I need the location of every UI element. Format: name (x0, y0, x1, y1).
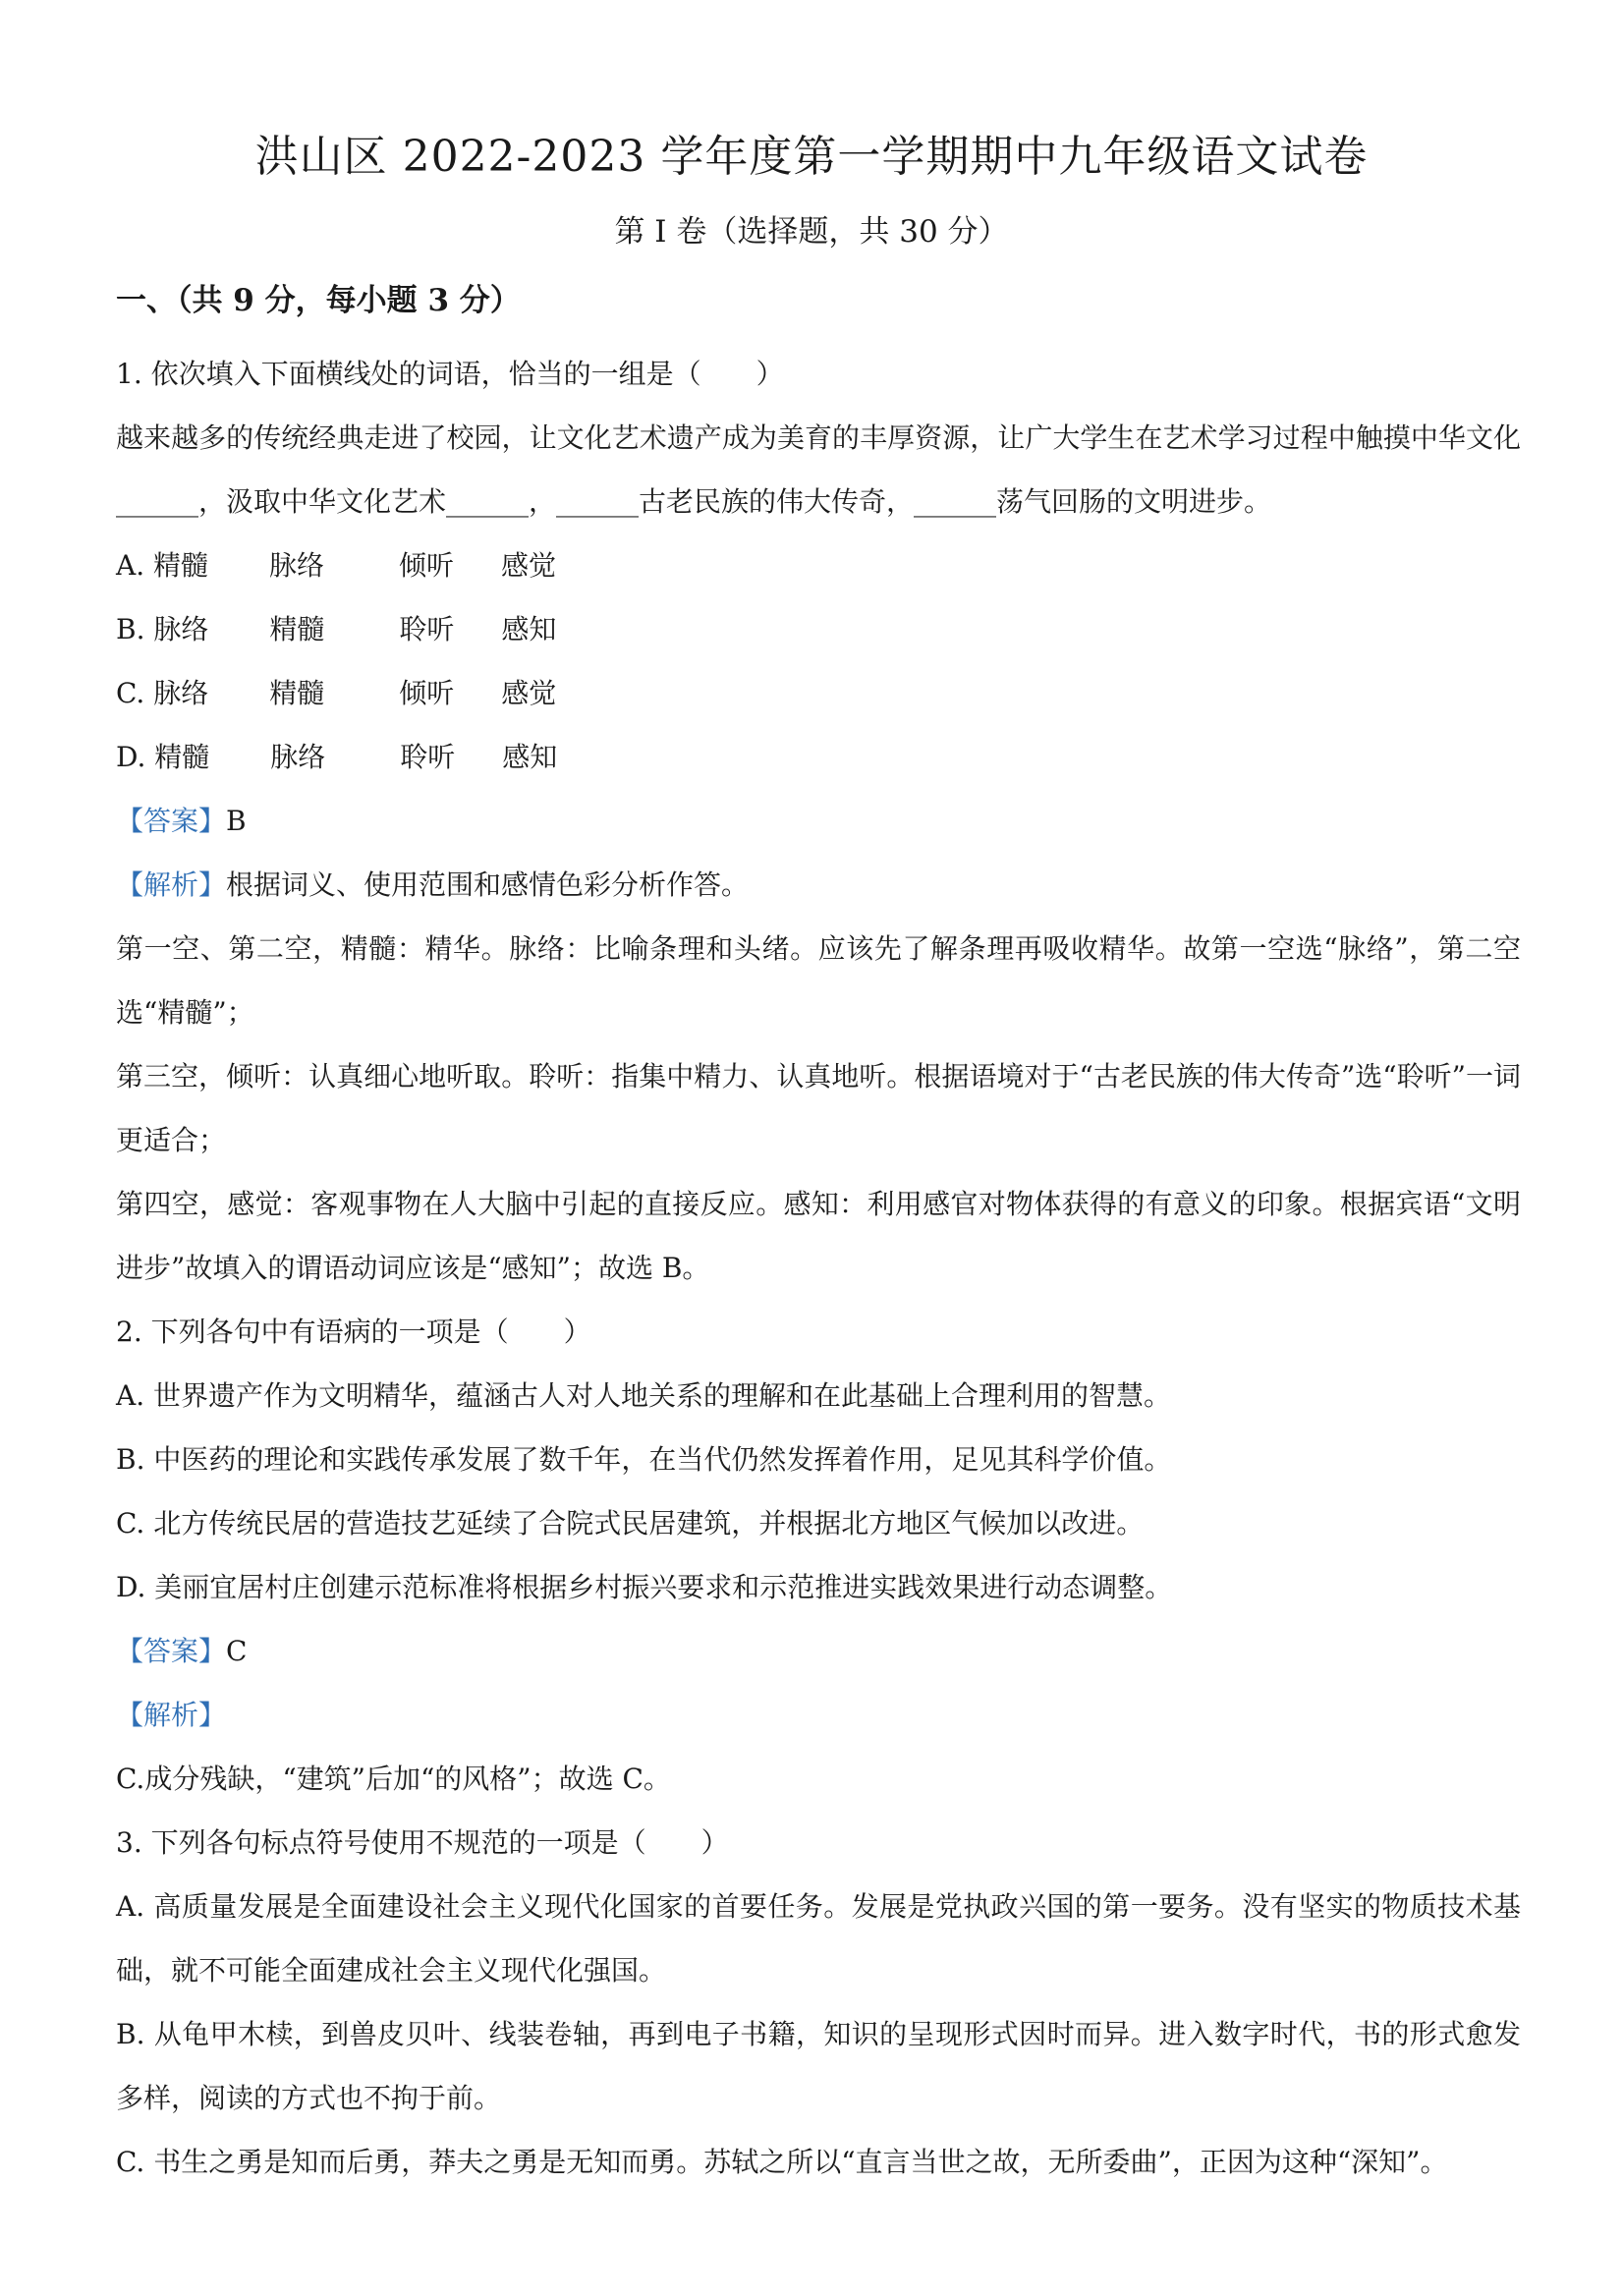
question-1-option-b (116, 597, 1521, 661)
option-word: 脉络 (153, 677, 209, 709)
option-word: 聆听 (399, 613, 455, 645)
option-word: 脉络 (269, 549, 325, 582)
option-word: 精髓 (269, 677, 325, 709)
option-word: 感觉 (501, 549, 557, 582)
question-1-analysis-para: 第一空、第二空，精髓：精华。脉络：比喻条理和头绪。应该先了解条理再吸收精华。故第一空选“脉络”，第二空选“精髓”； (116, 932, 1521, 1029)
page-title: 洪山区 2022-2023 学年度第一学期期中九年级语文试卷 (254, 132, 1369, 182)
answer-tag: 【答案】 (116, 1635, 227, 1667)
option-word: 倾听 (399, 677, 455, 709)
question-1-analysis-para: 第三空，倾听：认真细心地听取。聆听：指集中精力、认真地听。根据语境对于“古老民族的伟大传奇”选“聆听”一词更适合； (116, 1060, 1521, 1156)
option-word: 感知 (501, 613, 557, 645)
question-1-stem: 1. 依次填入下面横线处的词语，恰当的一组是（ ） (116, 358, 784, 390)
question-1-answer (116, 789, 1521, 853)
question-2-option-c: C. 北方传统民居的营造技艺延续了合院式民居建筑，并根据北方地区气候加以改进。 (116, 1507, 1145, 1540)
page-subtitle: 第 I 卷（选择题，共 30 分） (614, 214, 1009, 250)
analysis-tag: 【解析】 (116, 1699, 227, 1731)
option-word: 脉络 (153, 613, 209, 645)
option-word: 精髓 (153, 549, 209, 582)
question-2-option-a: A. 世界遗产作为文明精华，蕴涵古人对人地关系的理解和在此基础上合理利用的智慧。 (116, 1379, 1172, 1412)
question-1-option-d (116, 725, 1521, 789)
option-label: D. (116, 741, 146, 773)
answer-value: C (226, 1635, 248, 1667)
option-word: 倾听 (399, 549, 455, 582)
question-3-option-a: A. 高质量发展是全面建设社会主义现代化国家的首要任务。发展是党执政兴国的第一要务。没有坚实的物质技术基础，就不可能全面建成社会主义现代化强国。 (116, 1890, 1521, 1987)
option-label: B. (116, 613, 145, 645)
question-1-option-c (116, 661, 1521, 725)
option-word: 精髓 (269, 613, 325, 645)
option-label: A. (116, 549, 145, 582)
question-2-analysis-tag (116, 1683, 1521, 1747)
exam-content (116, 342, 1521, 2194)
option-word: 感觉 (501, 677, 557, 709)
question-1-analysis-intro (116, 853, 1521, 917)
option-word: 精髓 (154, 741, 210, 773)
question-1-analysis-para: 第四空，感觉：客观事物在人大脑中引起的直接反应。感知：利用感官对物体获得的有意义的印象。根据宾语“文明进步”故填入的谓语动词应该是“感知”；故选 B。 (116, 1188, 1521, 1284)
question-3-option-c: C. 书生之勇是知而后勇，莽夫之勇是无知而勇。苏轼之所以“直言当世之故，无所委曲”，正因为这种“深知”。 (116, 2146, 1448, 2178)
question-2-option-b: B. 中医药的理论和实践传承发展了数千年，在当代仍然发挥着作用，足见其科学价值。 (116, 1443, 1172, 1476)
question-2-option-d: D. 美丽宜居村庄创建示范标准将根据乡村振兴要求和示范推进实践效果进行动态调整。 (116, 1571, 1173, 1603)
analysis-tag: 【解析】 (116, 868, 227, 901)
section-heading: 一、（共 9 分，每小题 3 分） (116, 283, 521, 318)
option-label: C. (116, 677, 145, 709)
option-word: 脉络 (270, 741, 326, 773)
answer-value: B (226, 805, 247, 837)
question-1-option-a (116, 533, 1521, 597)
question-1-passage: 越来越多的传统经典走进了校园，让文化艺术遗产成为美育的丰厚资源，让广大学生在艺术学习过程中触摸中华文化______，汲取中华文化艺术______，______古老民族的伟大传奇，______荡气回肠的文明进步。 (116, 421, 1521, 518)
question-3-option-b: B. 从龟甲木椟，到兽皮贝叶、线装卷轴，再到电子书籍，知识的呈现形式因时而异。进入数字时代，书的形式愈发多样，阅读的方式也不拘于前。 (116, 2018, 1521, 2114)
question-2-answer (116, 1619, 1521, 1683)
option-word: 感知 (502, 741, 558, 773)
question-2-stem: 2. 下列各句中有语病的一项是（ ） (116, 1316, 591, 1348)
option-word: 聆听 (400, 741, 456, 773)
question-3-stem: 3. 下列各句标点符号使用不规范的一项是（ ） (116, 1826, 729, 1859)
answer-tag: 【答案】 (116, 805, 227, 837)
question-2-analysis: C.成分残缺，“建筑”后加“的风格”；故选 C。 (116, 1763, 671, 1795)
analysis-text: 根据词义、使用范围和感情色彩分析作答。 (226, 868, 750, 901)
